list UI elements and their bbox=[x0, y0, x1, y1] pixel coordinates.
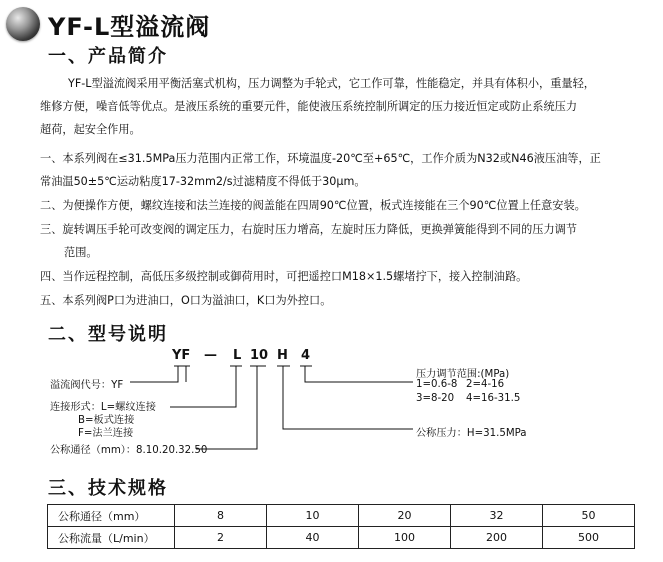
table-row bbox=[48, 527, 635, 549]
row-label-diameter: 公称通径（mm） bbox=[48, 505, 175, 527]
table-cell: 200 bbox=[451, 527, 543, 549]
row-label-flow: 公称流量（L/min） bbox=[48, 527, 175, 549]
table-cell: 50 bbox=[543, 505, 635, 527]
table-cell: 100 bbox=[359, 527, 451, 549]
label-connection-b: B=板式连接 bbox=[78, 415, 135, 426]
code-dash: — bbox=[204, 348, 217, 363]
label-range-1: 1=0.6-8 bbox=[416, 379, 458, 390]
spec-table bbox=[47, 504, 635, 549]
table-cell: 2 bbox=[175, 527, 267, 549]
item-3-line-2: 范围。 bbox=[64, 246, 98, 259]
intro-line-3: 超荷，起安全作用。 bbox=[40, 123, 141, 136]
label-connection-f: F=法兰连接 bbox=[78, 428, 134, 439]
label-range-4: 4=16-31.5 bbox=[466, 393, 521, 404]
table-cell: 20 bbox=[359, 505, 451, 527]
section1-heading: 一、产品简介 bbox=[48, 46, 168, 67]
label-range-title: 压力调节范围:(MPa) bbox=[416, 369, 510, 380]
section2-heading: 二、型号说明 bbox=[48, 324, 168, 345]
label-nominal-diameter: 公称通径（mm）：8.10.20.32.50 bbox=[50, 445, 208, 456]
label-connection-type: 连接形式：L=螺纹连接 bbox=[50, 402, 156, 413]
page-title: YF-L型溢流阀 bbox=[48, 12, 211, 41]
table-cell: 32 bbox=[451, 505, 543, 527]
label-nominal-pressure: 公称压力：H=31.5MPa bbox=[416, 428, 527, 439]
label-range-2: 2=4-16 bbox=[466, 379, 505, 390]
item-5: 五、本系列阀P口为进油口，O口为溢油口，K口为外控口。 bbox=[40, 294, 332, 307]
item-3-line-1: 三、旋转调压手轮可改变阀的调定压力，右旋时压力增高，左旋时压力降低，更换弹簧能得到不同的压力调节 bbox=[40, 223, 578, 236]
label-valve-code: 溢流阀代号：YF bbox=[50, 380, 124, 391]
table-cell: 500 bbox=[543, 527, 635, 549]
table-cell: 8 bbox=[175, 505, 267, 527]
code-h: H bbox=[277, 348, 288, 363]
item-1-line-1: 一、本系列阀在≤31.5MPa压力范围内正常工作，环境温度-20℃至+65℃，工作介质为N32或N46液压油等，正 bbox=[40, 152, 601, 165]
intro-line-2: 维修方便，噪音低等优点。是液压系统的重要元件，能使液压系统控制所调定的压力接近恒定或防止系统压力 bbox=[40, 100, 578, 113]
table-cell: 10 bbox=[267, 505, 359, 527]
item-1-line-2: 常油温50±5℃运动粘度17-32mm2/s过滤精度不得低于30μm。 bbox=[40, 175, 366, 188]
code-yf: YF bbox=[172, 348, 191, 363]
code-4: 4 bbox=[301, 348, 311, 363]
table-cell: 40 bbox=[267, 527, 359, 549]
item-2: 二、为便操作方便，螺纹连接和法兰连接的阀盖能在四周90℃位置，板式连接能在三个90℃位置上任意安装。 bbox=[40, 199, 586, 212]
code-10: 10 bbox=[250, 348, 269, 363]
table-row bbox=[48, 505, 635, 527]
section3-heading: 三、技术规格 bbox=[48, 478, 168, 499]
item-4: 四、当作远程控制，高低压多级控制或御荷用时，可把遥控口M18×1.5螺堵拧下，接入控制油路。 bbox=[40, 270, 528, 283]
code-l: L bbox=[233, 348, 242, 363]
intro-line-1: YF-L型溢流阀采用平衡活塞式机构，压力调整为手轮式，它工作可靠，性能稳定，并具有体积小，重量轻， bbox=[68, 77, 595, 90]
label-range-3: 3=8-20 bbox=[416, 393, 455, 404]
